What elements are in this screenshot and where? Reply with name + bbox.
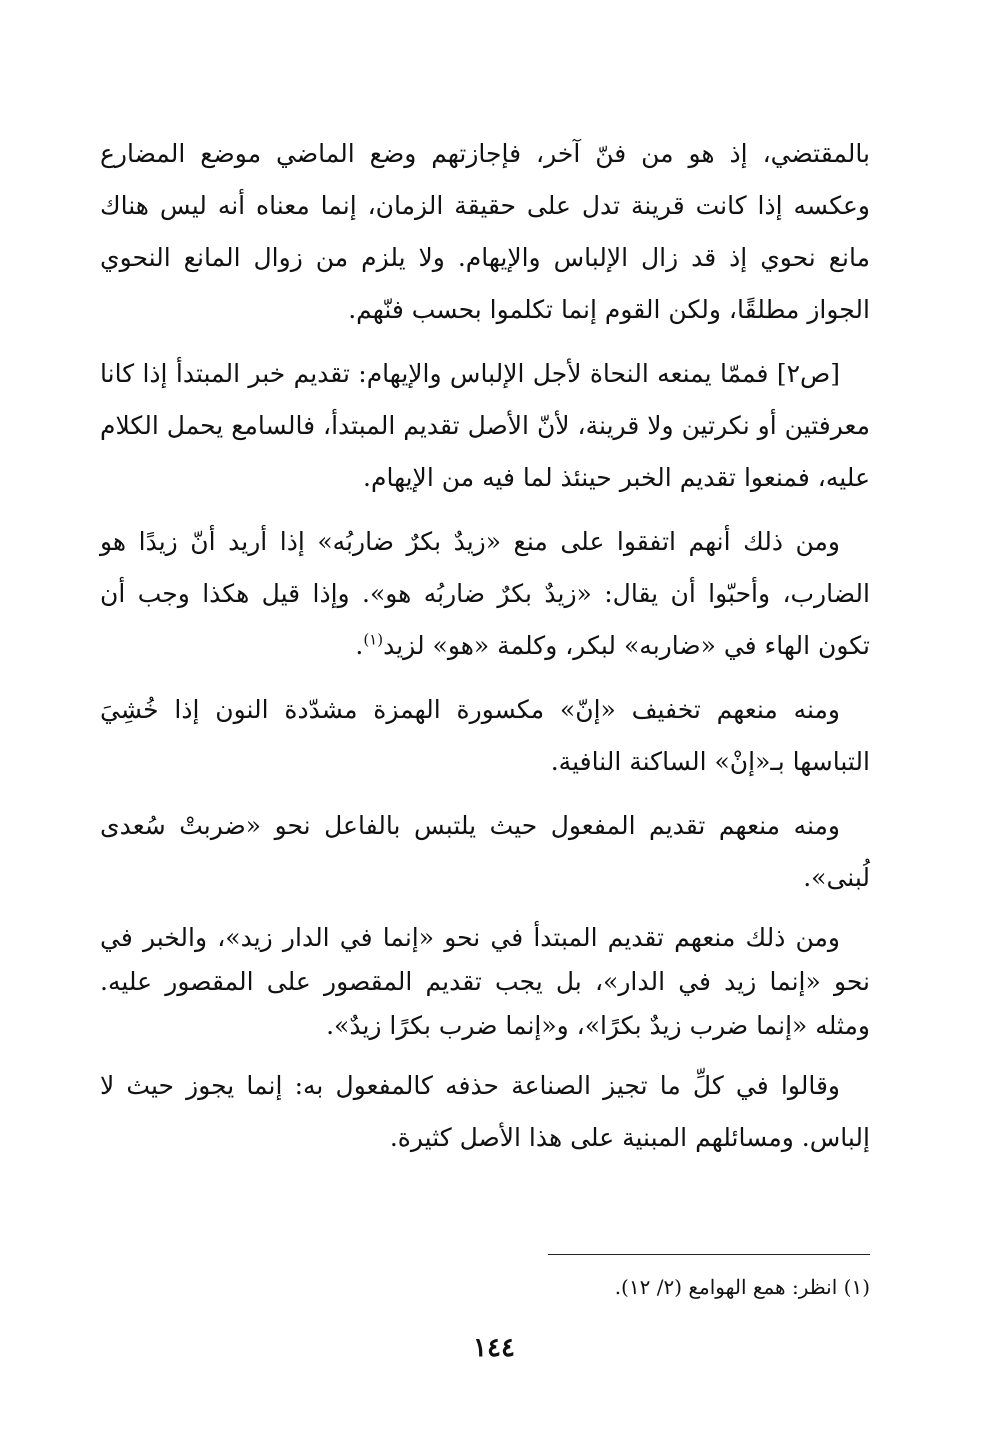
footnote: (١) انظر: همع الهوامع (٢/ ١٢). [614, 1275, 870, 1299]
page-number: ١٤٤ [473, 1333, 515, 1363]
paragraph-4: ومنه منعهم تخفيف «إنّ» مكسورة الهمزة مشدّدة النون إذا خُشِيَ التباسها بـ«إنْ» الساكنة النافية. [100, 695, 870, 776]
footnote-reference[interactable]: (١) [363, 630, 384, 649]
footnote-divider [548, 1254, 870, 1255]
paragraph-3 [100, 516, 870, 672]
paragraph-3-end: . [355, 631, 364, 660]
paragraph-7: وقالوا في كلِّ ما تجيز الصناعة حذفه كالمفعول به: إنما يجوز حيث لا إلباس. ومسائلهم المبنية على هذا الأصل كثيرة. [100, 1071, 870, 1152]
main-text [100, 128, 870, 1176]
paragraph-2: [ص٢] فممّا يمنعه النحاة لأجل الإلباس والإيهام: تقديم خبر المبتدأ إذا كانا معرفتين أو نكرتين ولا قرينة، لأنّ الأصل تقديم المبتدأ، فالسامع يحمل الكلام عليه، فمنعوا تقديم الخبر حينئذ لما فيه من الإيهام. [100, 359, 870, 492]
paragraph-1: بالمقتضي، إذ هو من فنّ آخر، فإجازتهم وضع الماضي موضع المضارع وعكسه إذا كانت قرينة تدل على حقيقة الزمان، إنما معناه أنه ليس هناك مانع نحوي إذ قد زال الإلباس والإيهام. ولا يلزم من زوال المانع النحوي الجواز مطلقًا، ولكن القوم إنما تكلموا بحسب فنّهم. [100, 139, 870, 324]
paragraph-6: ومن ذلك منعهم تقديم المبتدأ في نحو «إنما في الدار زيد»، والخبر في نحو «إنما زيد في الدار»، بل يجب تقديم المقصور على المقصور عليه. ومثله «إنما ضرب زيدٌ بكرًا»، و«إنما ضرب بكرًا زيدٌ». [100, 923, 870, 1040]
paragraph-3-text: ومن ذلك أنهم اتفقوا على منع «زيدٌ بكرٌ ضاربُه» إذا أريد أنّ زيدًا هو الضارب، وأحبّوا أن يقال: «زيدٌ بكرٌ ضاربُه هو». وإذا قيل هكذا وجب أن تكون الهاء في «ضاربه» لبكر، وكلمة «هو» لزيد [100, 527, 870, 660]
paragraph-5: ومنه منعهم تقديم المفعول حيث يلتبس بالفاعل نحو «ضربتْ سُعدى لُبنى». [100, 811, 870, 892]
